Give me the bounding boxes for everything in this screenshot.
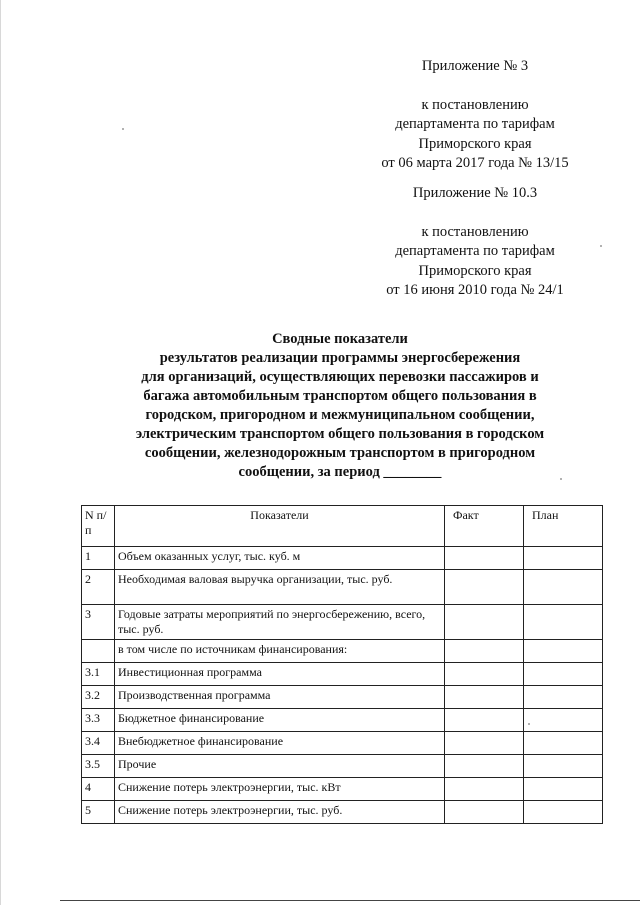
appendix-10-3-line: Приморского края xyxy=(418,262,532,279)
row-name: в том числе по источникам финансирования: xyxy=(115,640,445,663)
row-plan xyxy=(524,709,603,732)
summary-title-line: городском, пригородном и межмуниципальном сообщении, xyxy=(145,407,535,423)
row-plan xyxy=(524,605,603,640)
appendix-3-line: от 06 марта 2017 года № 13/15 xyxy=(381,155,569,171)
row-num: 2 xyxy=(82,570,115,605)
row-plan xyxy=(524,778,603,801)
row-num: 3.4 xyxy=(82,732,115,755)
row-name: Бюджетное финансирование xyxy=(115,709,445,732)
row-num: 1 xyxy=(82,547,115,570)
row-fact xyxy=(445,547,524,570)
header-plan: План xyxy=(524,506,603,547)
row-name: Инвестиционная программа xyxy=(115,663,445,686)
appendix-10-3-title: Приложение № 10.3 xyxy=(412,185,538,201)
row-plan xyxy=(524,755,603,778)
table-row xyxy=(82,686,603,709)
table-row xyxy=(82,778,603,801)
summary-title-line: для организаций, осуществляющих перевозки пассажиров и xyxy=(141,369,539,385)
row-fact xyxy=(445,755,524,778)
appendix-3-block xyxy=(340,57,610,174)
table-row xyxy=(82,605,603,640)
row-name: Годовые затраты мероприятий по энергосбережению, всего, тыс. руб. xyxy=(115,605,445,640)
table-row xyxy=(82,801,603,824)
appendix-3-line: департамента по тарифам xyxy=(395,116,555,132)
row-name: Прочие xyxy=(115,755,445,778)
scan-speck xyxy=(600,245,602,247)
table-row xyxy=(82,547,603,570)
row-plan xyxy=(524,570,603,605)
row-fact xyxy=(445,570,524,605)
summary-title-line: электрическим транспортом общего пользования в городском xyxy=(135,426,545,442)
appendix-3-line: Приморского края xyxy=(418,135,532,152)
row-num: 3.2 xyxy=(82,686,115,709)
row-name: Внебюджетное финансирование xyxy=(115,732,445,755)
row-fact xyxy=(445,732,524,755)
row-name: Снижение потерь электроэнергии, тыс. руб. xyxy=(115,801,445,824)
row-fact xyxy=(445,663,524,686)
row-num: 3.1 xyxy=(82,663,115,686)
row-fact xyxy=(445,709,524,732)
table-row xyxy=(82,663,603,686)
header-fact: Факт xyxy=(445,506,524,547)
row-fact xyxy=(445,640,524,663)
scan-speck xyxy=(528,723,530,725)
appendix-10-3-block xyxy=(340,184,610,301)
row-name: Снижение потерь электроэнергии, тыс. кВт xyxy=(115,778,445,801)
row-num: 5 xyxy=(82,801,115,824)
scan-speck xyxy=(122,128,124,130)
appendix-3-line: к постановлению xyxy=(421,96,529,113)
summary-title xyxy=(95,330,585,482)
table-row xyxy=(82,709,603,732)
table-row xyxy=(82,570,603,605)
row-fact xyxy=(445,605,524,640)
summary-title-line: багажа автомобильным транспортом общего пользования в xyxy=(143,388,537,404)
row-name: Объем оказанных услуг, тыс. куб. м xyxy=(115,547,445,570)
indicators-table xyxy=(81,505,603,824)
summary-title-line: сообщении, за период ________ xyxy=(238,464,442,480)
row-name: Производственная программа xyxy=(115,686,445,709)
table-header-row xyxy=(82,506,603,547)
table-row xyxy=(82,640,603,663)
appendix-3-title: Приложение № 3 xyxy=(421,58,529,74)
page-bottom-edge xyxy=(60,900,640,901)
summary-title-line: результатов реализации программы энергосбережения xyxy=(159,350,521,366)
summary-title-line: Сводные показатели xyxy=(272,331,408,347)
row-plan xyxy=(524,547,603,570)
appendix-10-3-line: от 16 июня 2010 года № 24/1 xyxy=(386,282,564,298)
header-name: Показатели xyxy=(115,506,445,547)
row-plan xyxy=(524,686,603,709)
scan-speck xyxy=(560,478,562,480)
row-plan xyxy=(524,801,603,824)
table-row xyxy=(82,732,603,755)
row-num: 4 xyxy=(82,778,115,801)
row-num: 3.5 xyxy=(82,755,115,778)
appendix-10-3-line: к постановлению xyxy=(421,223,529,240)
row-num: 3 xyxy=(82,605,115,640)
table-row xyxy=(82,755,603,778)
row-name: Необходимая валовая выручка организации, тыс. руб. xyxy=(115,570,445,605)
row-plan xyxy=(524,663,603,686)
appendix-10-3-line: департамента по тарифам xyxy=(395,243,555,259)
row-num: 3.3 xyxy=(82,709,115,732)
summary-title-line: сообщении, железнодорожным транспортом в пригородном xyxy=(144,445,536,461)
row-plan xyxy=(524,732,603,755)
row-fact xyxy=(445,801,524,824)
header-num: N п/п xyxy=(82,506,115,547)
row-plan xyxy=(524,640,603,663)
row-fact xyxy=(445,686,524,709)
row-num xyxy=(82,640,115,663)
row-fact xyxy=(445,778,524,801)
